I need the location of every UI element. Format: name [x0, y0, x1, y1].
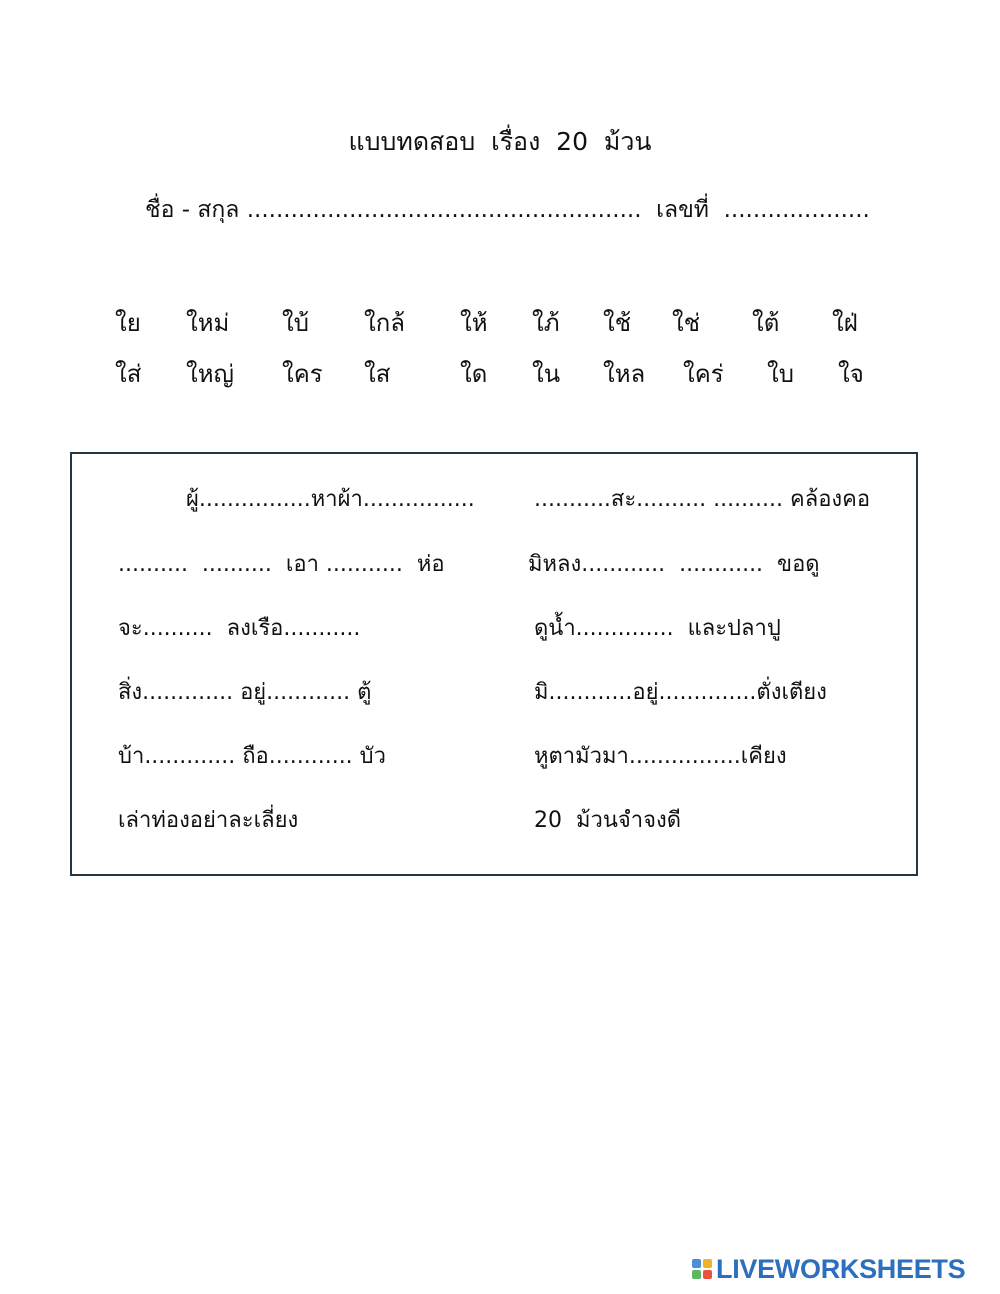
verse-line-left: .......... .......... เอา ........... ห่อ — [118, 552, 445, 577]
thai-word: ใช่ — [672, 309, 701, 337]
thai-word: ใย — [115, 309, 141, 337]
character-row-2 — [0, 354, 1000, 394]
verse-line-left: จะ.......... ลงเรือ........... — [118, 616, 361, 641]
character-row-1 — [0, 303, 1000, 343]
verse-line-right: หูตามัวมา................เคียง — [534, 744, 787, 769]
thai-word: ใฝ่ — [832, 309, 858, 337]
thai-word: ใหญ่ — [186, 360, 234, 388]
verse-line-left: เล่าท่องอย่าละเลี่ยง — [118, 808, 299, 833]
thai-word: ใส่ — [115, 360, 142, 388]
thai-word: ใน — [532, 360, 561, 388]
worksheet-title: แบบทดสอบ เรื่อง 20 ม้วน — [348, 127, 652, 156]
name-and-number-line: ชื่อ - สกุล ...................................................... เลขที่ .................... — [145, 197, 870, 223]
thai-word: ใหล — [603, 360, 646, 388]
thai-word: ใจ — [838, 360, 864, 388]
liveworksheets-logo — [692, 1252, 965, 1286]
verse-line-left: บ้า............. ถือ............ บัว — [118, 744, 386, 769]
verse-line-right: มิ............อยู่..............ตั่งเตียง — [534, 680, 827, 705]
verse-line-right: ดูน้ำ.............. และปลาปู — [534, 616, 781, 641]
thai-word: ให้ — [460, 309, 488, 337]
verse-line-left: ผู้................หาผ้า................ — [186, 487, 475, 512]
verse-box — [70, 452, 918, 876]
thai-word: ใหม่ — [186, 309, 230, 337]
thai-word: ใบ — [767, 360, 794, 388]
thai-word: ใช้ — [603, 309, 632, 337]
verse-line-right: ...........สะ.......... .......... คล้องคอ — [534, 487, 871, 512]
verse-line-right: 20 ม้วนจำจงดี — [534, 808, 682, 833]
thai-word: ใกล้ — [364, 309, 405, 337]
thai-word: ใคร — [282, 360, 323, 388]
verse-line-right: มิหลง............ ............ ขอดู — [528, 552, 820, 577]
liveworksheets-logo-icon — [692, 1259, 712, 1279]
thai-word: ใต้ — [752, 309, 780, 337]
logo-text: LIVEWORKSHEETS — [716, 1253, 966, 1284]
thai-word: ใส — [364, 360, 391, 388]
thai-word: ใบ้ — [282, 309, 309, 337]
thai-word: ใคร่ — [683, 360, 724, 388]
verse-line-left: สิ่ง............. อยู่............ ตู้ — [118, 680, 372, 705]
thai-word: ใด — [460, 360, 488, 388]
thai-word: ใภ้ — [532, 309, 560, 337]
